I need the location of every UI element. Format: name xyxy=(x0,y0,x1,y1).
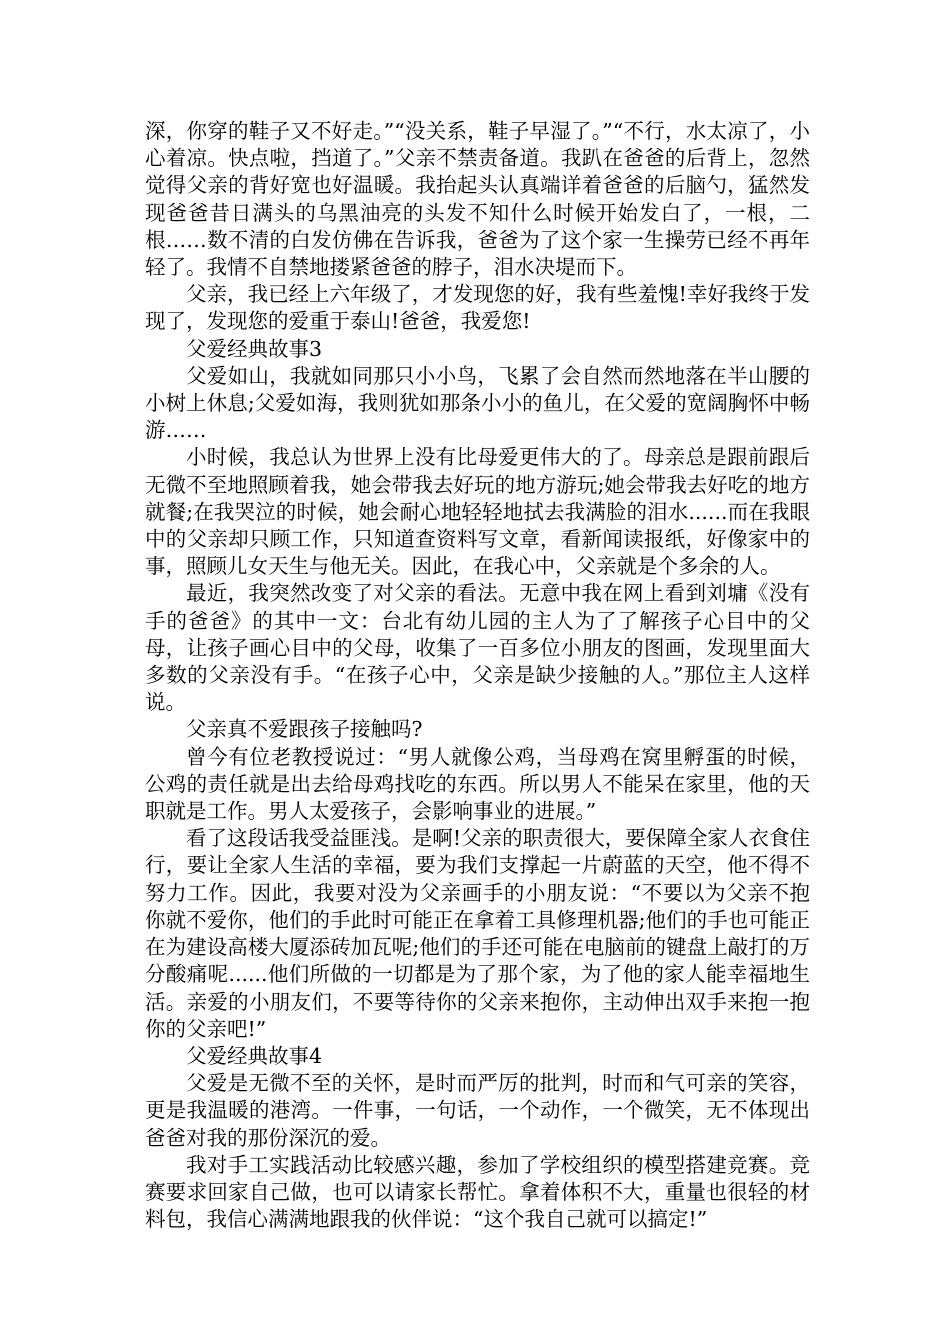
paragraph-9: 我对手工实践活动比较感兴趣，参加了学校组织的模型搭建竞赛。竞赛要求回家自己做，也可以请家长帮忙。拿着体积不大，重量也很轻的材料包，我信心满满地跟我的伙伴说：“这个我自己就可以搞定!” xyxy=(145,1152,810,1232)
document-body xyxy=(145,118,810,1233)
paragraph-7: 看了这段话我受益匪浅。是啊!父亲的职责很大，要保障全家人衣食住行，要让全家人生活的幸福，要为我们支撑起一片蔚蓝的天空，他不得不努力工作。因此，我要对没为父亲画手的小朋友说：“不要以为父亲不抱你就不爱你，他们的手此时可能正在拿着工具修理机器;他们的手也可能正在为建设高楼大厦添砖加瓦呢;他们的手还可能在电脑前的键盘上敲打的万分酸痛呢......他们所做的一切都是为了那个家，为了他的家人能幸福地生活。亲爱的小朋友们，不要等待你的父亲来抱你，主动伸出双手来抱一抱你的父亲吧!” xyxy=(145,826,810,1041)
paragraph-4: 小时候，我总认为世界上没有比母爱更伟大的了。母亲总是跟前跟后无微不至地照顾着我，她会带我去好玩的地方游玩;她会带我去好吃的地方就餐;在我哭泣的时候，她会耐心地轻轻地拭去我满脸的泪水......而在我眼中的父亲却只顾工作，只知道查资料写文章，看新闻读报纸，好像家中的事，照顾儿女天生与他无关。因此，在我心中，父亲就是个多余的人。 xyxy=(145,445,810,579)
paragraph-1: 深，你穿的鞋子又不好走。”“没关系，鞋子早湿了。”“不行，水太凉了，小心着凉。快点啦，挡道了。”父亲不禁责备道。我趴在爸爸的后背上，忽然觉得父亲的背好宽也好温暖。我抬起头认真端详着爸爸的后脑勺，猛然发现爸爸昔日满头的乌黑油亮的头发不知什么时候开始发白了，一根，二根……数不清的白发仿佛在告诉我，爸爸为了这个家一生操劳已经不再年轻了。我情不自禁地搂紧爸爸的脖子，泪水决堤而下。 xyxy=(145,119,810,280)
paragraph-6: 曾今有位老教授说过：“男人就像公鸡，当母鸡在窝里孵蛋的时候，公鸡的责任就是出去给母鸡找吃的东西。所以男人不能呆在家里，他的天职就是工作。男人太爱孩子，会影响事业的进展。” xyxy=(145,744,810,824)
paragraph-8: 父爱是无微不至的关怀，是时而严厉的批判，时而和气可亲的笑容，更是我温暖的港湾。一件事，一句话，一个动作，一个微笑，无不体现出爸爸对我的那份深沉的爱。 xyxy=(145,1071,810,1150)
section-heading-story-3: 父爱经典故事3 xyxy=(186,336,323,361)
paragraph-3: 父爱如山，我就如同那只小小鸟，飞累了会自然而然地落在半山腰的小树上休息;父爱如海，我则犹如那条小小的鱼儿，在父爱的宽阔胸怀中畅游…… xyxy=(145,363,810,443)
paragraph-2: 父亲，我已经上六年级了，才发现您的好，我有些羞愧!幸好我终于发现了，发现您的爱重于泰山!爸爸，我爱您! xyxy=(145,282,810,334)
section-heading-story-4: 父爱经典故事4 xyxy=(186,1043,323,1068)
question-heading: 父亲真不爱跟孩子接触吗? xyxy=(186,717,423,742)
paragraph-5: 最近，我突然改变了对父亲的看法。无意中我在网上看到刘墉《没有手的爸爸》的其中一文：台北有幼儿园的主人为了了解孩子心目中的父母，让孩子画心目中的父母，收集了一百多位小朋友的图画，发现里面大多数的父亲没有手。“在孩子心中，父亲是缺少接触的人。”那位主人这样说。 xyxy=(145,581,810,715)
